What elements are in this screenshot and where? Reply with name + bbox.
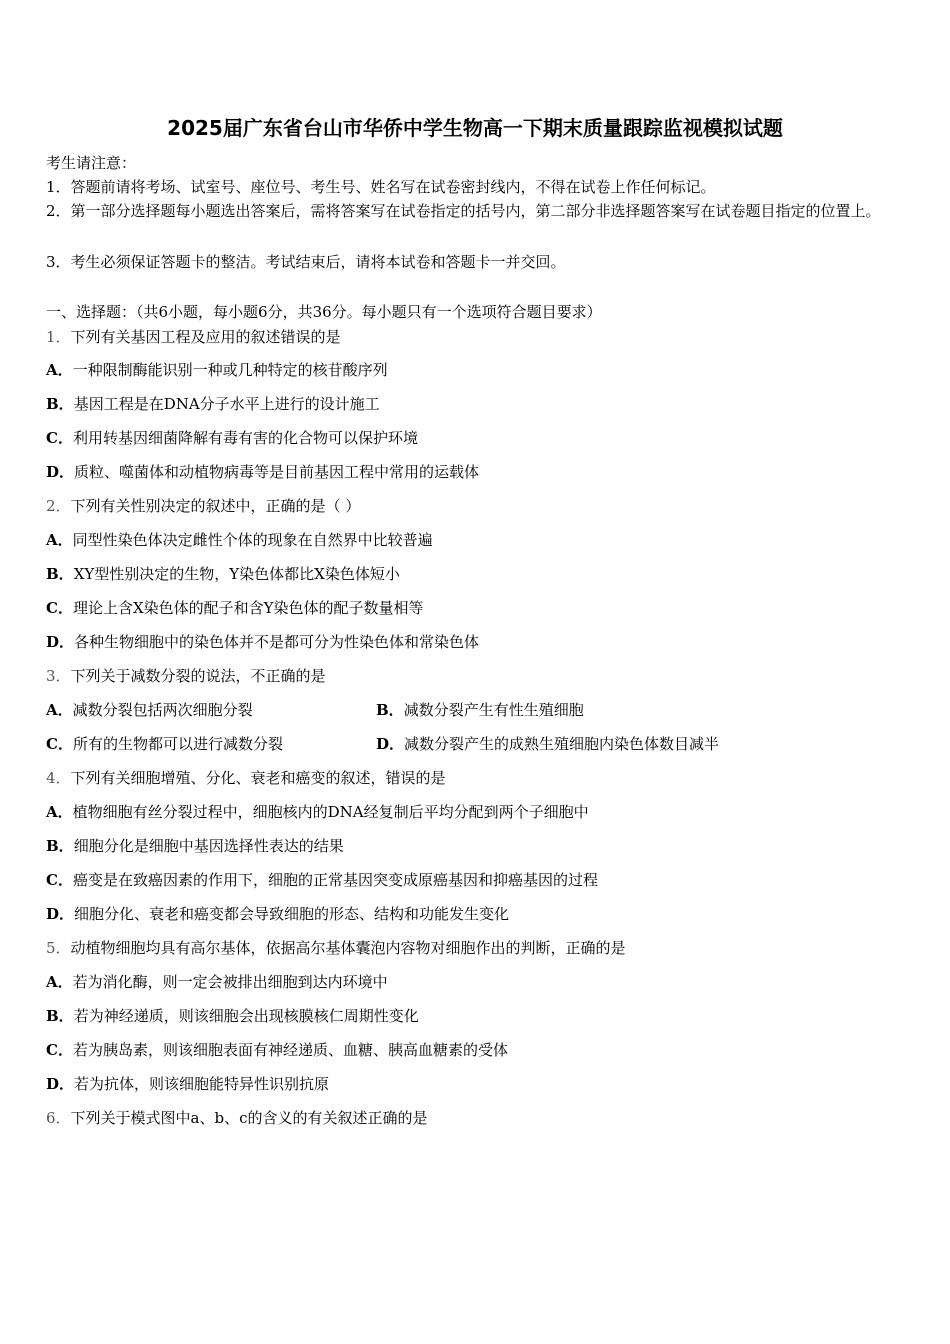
option-text: 一种限制酶能识别一种或几种特定的核苷酸序列 — [72, 361, 388, 379]
question-text: 下列有关性别决定的叙述中，正确的是（ ） — [70, 497, 361, 515]
question-number: 6． — [46, 1109, 71, 1127]
option-letter: A． — [46, 361, 73, 379]
option-letter: B． — [46, 1007, 74, 1025]
notice-heading: 考生请注意： — [46, 154, 137, 172]
option-text: 细胞分化是细胞中基因选择性表达的结果 — [73, 837, 344, 855]
option-letter: B． — [46, 565, 74, 583]
option-letter: A． — [46, 701, 73, 719]
question-stem — [46, 665, 326, 687]
option — [46, 699, 253, 721]
question-text: 下列关于减数分裂的说法，不正确的是 — [70, 667, 326, 685]
option-text: 若为抗体，则该细胞能特异性识别抗原 — [74, 1075, 330, 1093]
option-text: 减数分裂产生有性生殖细胞 — [403, 701, 584, 719]
option-letter: A． — [46, 531, 73, 549]
option — [46, 733, 283, 755]
question-stem — [46, 495, 360, 517]
option-letter: C． — [46, 1041, 73, 1059]
option-letter: C． — [46, 429, 73, 447]
option-letter: C． — [46, 735, 73, 753]
option-letter: B． — [376, 701, 404, 719]
option-text: 理论上含X染色体的配子和含Y染色体的配子数量相等 — [72, 599, 424, 617]
option-letter: D． — [376, 735, 405, 753]
option-letter: B． — [46, 837, 74, 855]
option-letter: C． — [46, 871, 73, 889]
option — [46, 903, 509, 925]
option — [376, 699, 584, 720]
page-title: 2025届广东省台山市华侨中学生物高一下期末质量跟踪监视模拟试题 — [167, 116, 783, 140]
option — [376, 733, 719, 754]
option — [46, 359, 388, 381]
question-text: 动植物细胞均具有高尔基体，依据高尔基体囊泡内容物对细胞作出的判断，正确的是 — [70, 939, 626, 957]
option-text: 减数分裂包括两次细胞分裂 — [72, 701, 253, 719]
question-stem — [46, 1107, 428, 1129]
option-text: 所有的生物都可以进行减数分裂 — [72, 735, 283, 753]
option-letter: A． — [46, 803, 73, 821]
option-letter: D． — [46, 905, 75, 923]
option-letter: D． — [46, 463, 75, 481]
option — [46, 563, 400, 585]
option-text: 植物细胞有丝分裂过程中，细胞核内的DNA经复制后平均分配到两个子细胞中 — [72, 803, 589, 821]
question-number: 5． — [46, 939, 71, 957]
option-text: 若为胰岛素，则该细胞表面有神经递质、血糖、胰高血糖素的受体 — [72, 1041, 508, 1059]
option-text: 利用转基因细菌降解有毒有害的化合物可以保护环境 — [72, 429, 418, 447]
option-text: 质粒、噬菌体和动植物病毒等是目前基因工程中常用的运载体 — [74, 463, 480, 481]
notice-item: 1．答题前请将考场、试室号、座位号、考生号、姓名写在试卷密封线内，不得在试卷上作任何标记。 — [46, 178, 716, 196]
notice-item: 3．考生必须保证答题卡的整洁。考试结束后，请将本试卷和答题卡一并交回。 — [46, 253, 566, 271]
option — [46, 869, 598, 891]
option-text: 减数分裂产生的成熟生殖细胞内染色体数目减半 — [404, 735, 720, 753]
option — [46, 1039, 508, 1061]
option — [46, 597, 424, 619]
option — [46, 631, 479, 653]
option-text: 同型性染色体决定雌性个体的现象在自然界中比较普遍 — [72, 531, 433, 549]
question-stem — [46, 326, 341, 348]
option-letter: D． — [46, 1075, 75, 1093]
option-text: 基因工程是在DNA分子水平上进行的设计施工 — [73, 395, 380, 413]
option — [46, 835, 344, 857]
question-stem — [46, 937, 626, 959]
question-number: 3． — [46, 667, 71, 685]
question-number: 4． — [46, 769, 71, 787]
option-text: 细胞分化、衰老和癌变都会导致细胞的形态、结构和功能发生变化 — [74, 905, 510, 923]
option — [46, 971, 388, 993]
option — [46, 427, 418, 449]
question-text: 下列关于模式图中a、b、c的含义的有关叙述正确的是 — [70, 1109, 428, 1127]
option-letter: A． — [46, 973, 73, 991]
option-text: XY型性别决定的生物，Y染色体都比X染色体短小 — [73, 565, 400, 583]
option — [46, 529, 433, 551]
question-stem — [46, 767, 446, 789]
notice-item: 2．第一部分选择题每小题选出答案后，需将答案写在试卷指定的括号内，第二部分非选择题答案写在试卷题目指定的位置上。 — [46, 202, 881, 220]
option-text: 各种生物细胞中的染色体并不是都可分为性染色体和常染色体 — [74, 633, 480, 651]
option — [46, 461, 479, 483]
section-heading: 一、选择题：（共6小题，每小题6分，共36分。每小题只有一个选项符合题目要求） — [46, 303, 602, 321]
option-letter: B． — [46, 395, 74, 413]
option-letter: D． — [46, 633, 75, 651]
option-text: 若为神经递质，则该细胞会出现核膜核仁周期性变化 — [73, 1007, 419, 1025]
option — [46, 801, 589, 823]
option — [46, 1073, 329, 1095]
option — [46, 393, 380, 415]
question-number: 1． — [46, 328, 71, 346]
question-text: 下列有关基因工程及应用的叙述错误的是 — [70, 328, 341, 346]
option-letter: C． — [46, 599, 73, 617]
question-text: 下列有关细胞增殖、分化、衰老和癌变的叙述，错误的是 — [70, 769, 446, 787]
option-text: 癌变是在致癌因素的作用下，细胞的正常基因突变成原癌基因和抑癌基因的过程 — [72, 871, 598, 889]
question-number: 2． — [46, 497, 71, 515]
option — [46, 1005, 419, 1027]
option-text: 若为消化酶，则一定会被排出细胞到达内环境中 — [72, 973, 388, 991]
